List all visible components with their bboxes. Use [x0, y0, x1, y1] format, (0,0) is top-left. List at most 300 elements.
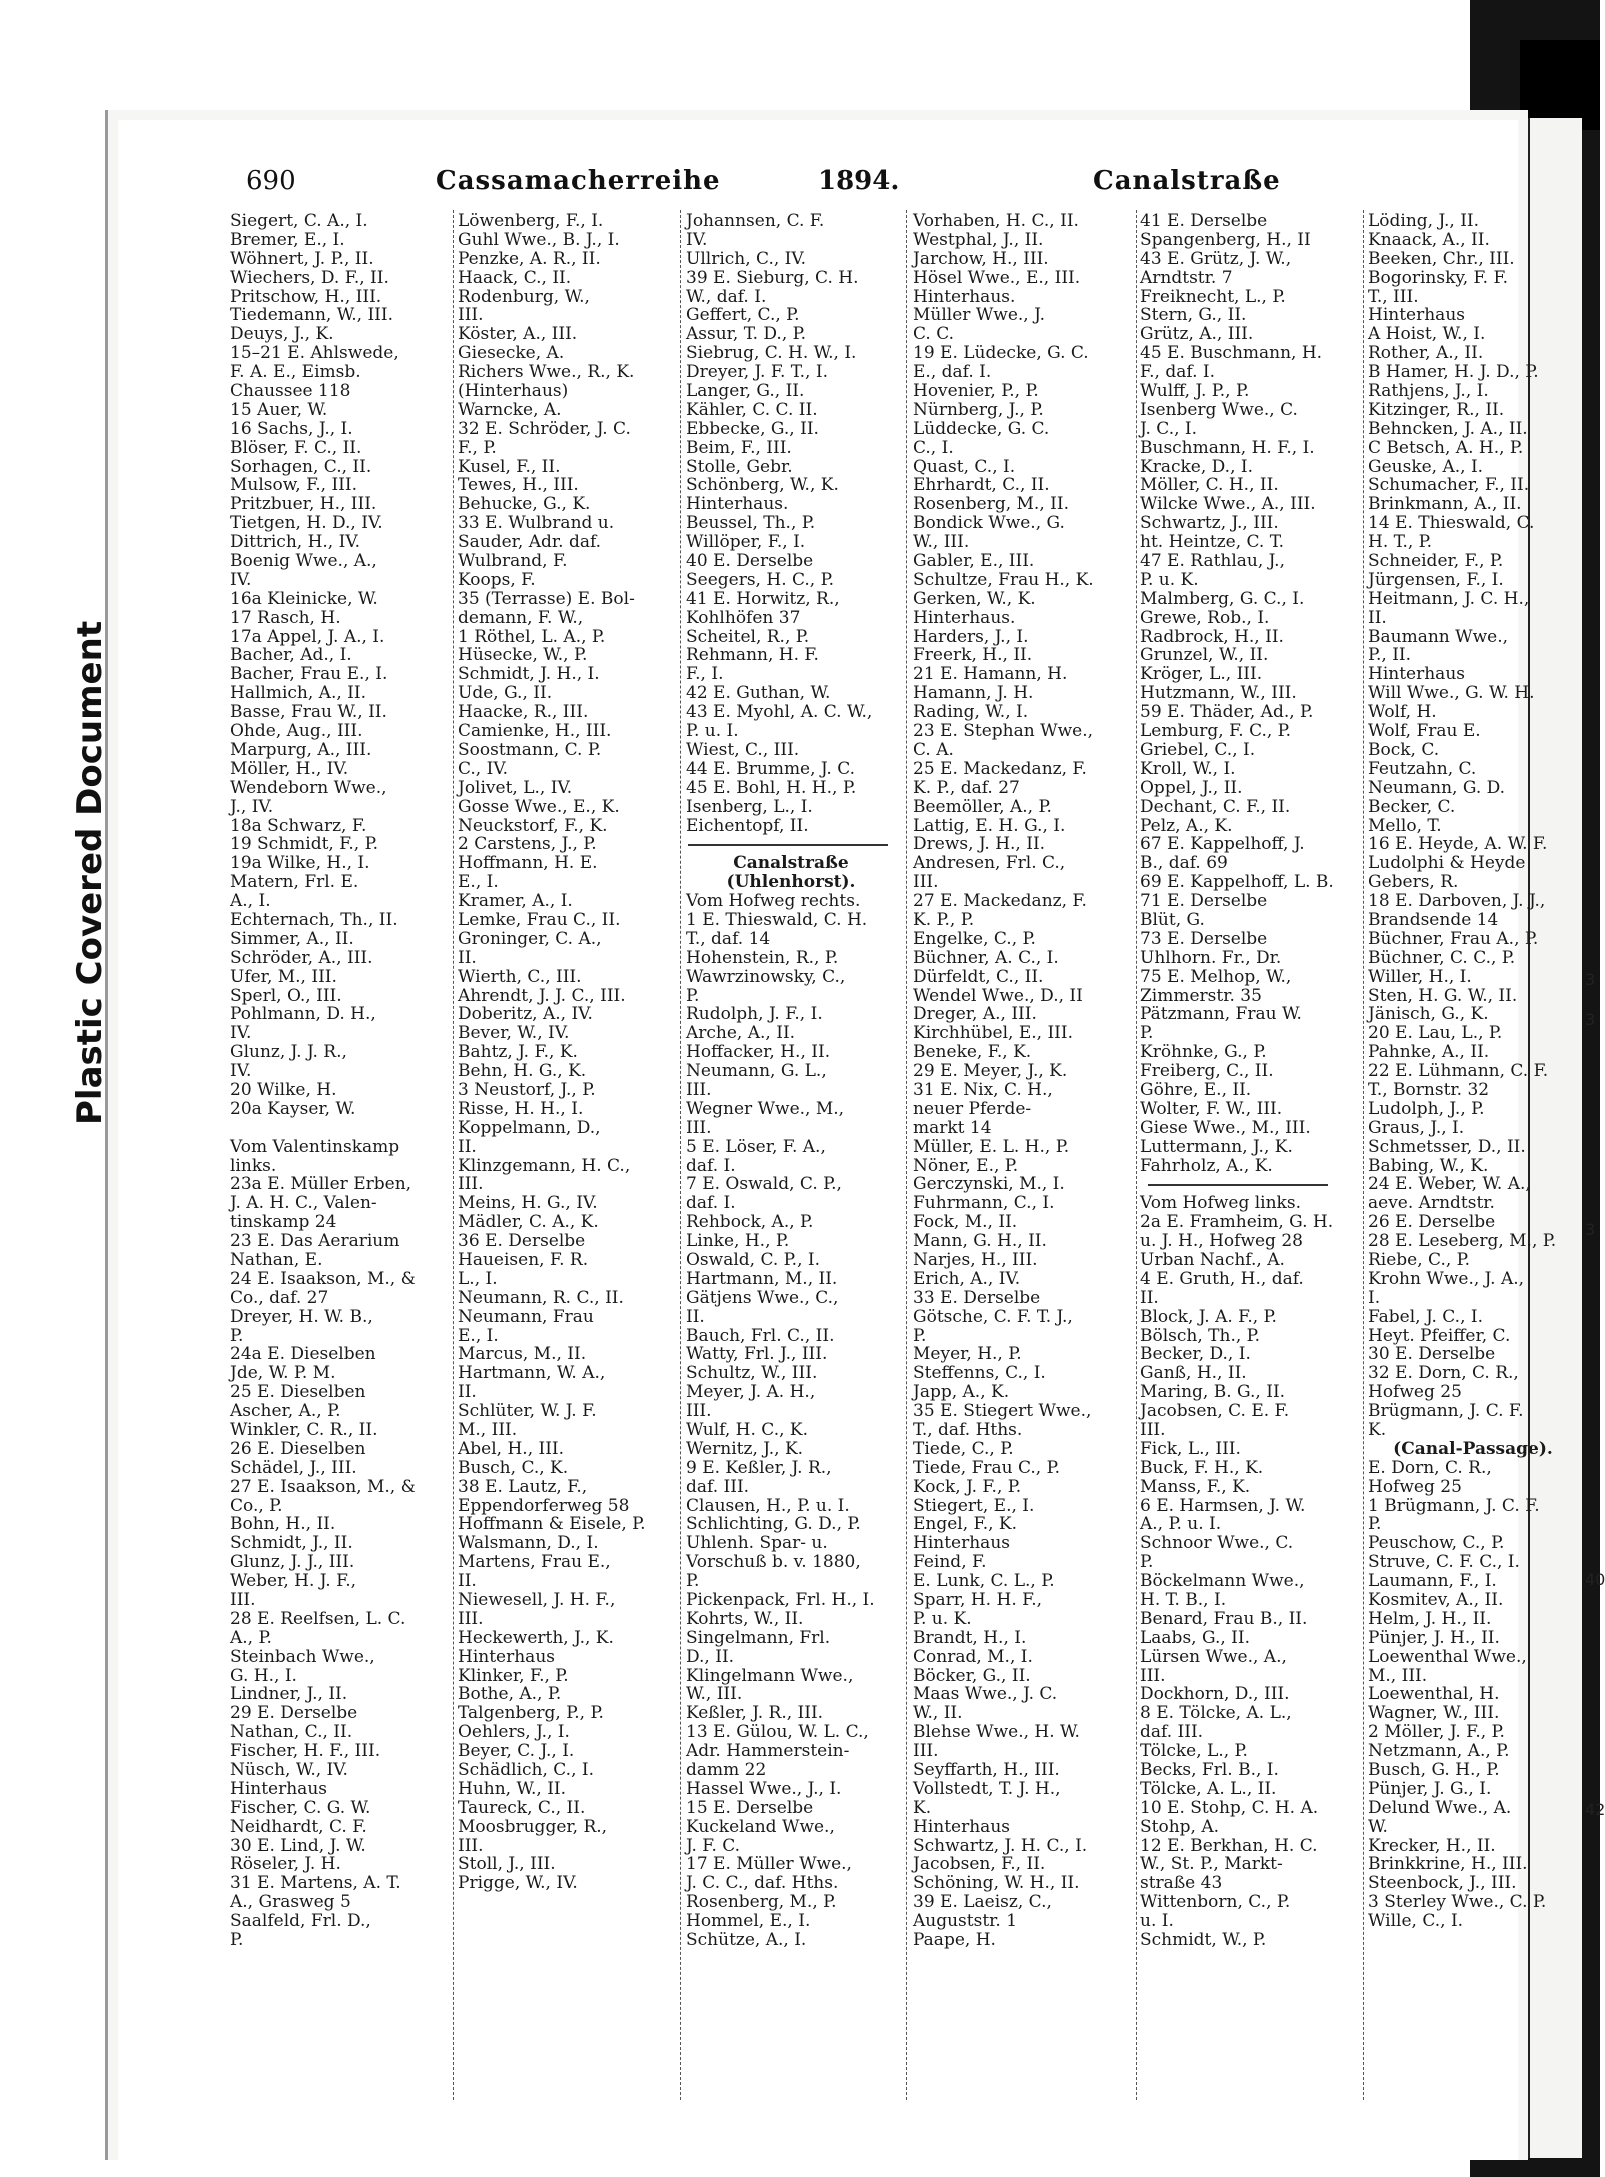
directory-entry-line: P., II.	[1368, 645, 1412, 666]
directory-entry-line: Fock, M., II.	[913, 1212, 1018, 1233]
directory-entry-line: P.	[913, 1325, 927, 1346]
directory-entry-line: Jde, W. P. M.	[230, 1363, 336, 1384]
directory-entry-line: Kröhnke, G., P.	[1140, 1042, 1267, 1063]
directory-entry-line: 31 E. Martens, A. T.	[230, 1873, 401, 1894]
directory-entry-line: 35 (Terrasse) E. Bol-	[458, 588, 635, 609]
year-title: 1894.	[818, 166, 900, 196]
directory-entry-line: E. Lunk, C. L., P.	[913, 1571, 1055, 1592]
directory-entry-line: Ude, G., II.	[458, 683, 553, 704]
directory-entry-line: 23 E. Das Aerarium	[230, 1231, 400, 1252]
directory-entry-line: Basse, Frau W., II.	[230, 702, 387, 723]
directory-entry-line: F., I.	[686, 664, 724, 685]
directory-entry-line: Wulbrand, F.	[458, 551, 568, 572]
directory-entry-line: A., P.	[230, 1627, 272, 1648]
directory-entry-line: Brinkkrine, H., III.	[1368, 1854, 1528, 1875]
directory-entry-line: Vollstedt, T. J. H.,	[913, 1778, 1061, 1799]
directory-entry-line: Kohlhöfen 37	[686, 607, 801, 628]
directory-entry-line: W., III.	[686, 1684, 743, 1705]
directory-entry-line: Canalstraße	[733, 853, 849, 874]
directory-entry-line: Brinkmann, A., II.	[1368, 494, 1522, 515]
directory-entry-line: P.	[230, 1325, 244, 1346]
directory-entry-line: J., IV.	[230, 796, 274, 817]
directory-entry-line: Hartmann, M., II.	[686, 1268, 838, 1289]
directory-entry-line: Willer, H., I.	[1368, 966, 1472, 987]
directory-entry-line: 5 E. Löser, F. A.,	[686, 1136, 826, 1157]
directory-entry-line: Hinterhaus.	[686, 494, 789, 515]
directory-entry-line: Meyer, J. A. H.,	[686, 1382, 816, 1403]
directory-entry-line: Simmer, A., II.	[230, 928, 354, 949]
directory-entry-line: Neumann, G. D.	[1368, 777, 1506, 798]
column-divider	[906, 210, 907, 2100]
directory-entry-line: Stiegert, E., I.	[913, 1495, 1035, 1516]
directory-entry-line: Bacher, Frau E., I.	[230, 664, 388, 685]
directory-entry-line: Kramer, A., I.	[458, 891, 573, 912]
directory-entry-line: 23 E. Stephan Wwe.,	[913, 721, 1094, 742]
directory-entry-line	[230, 1119, 440, 1138]
directory-entry-line: Bever, W., IV.	[458, 1023, 570, 1044]
directory-entry-line: Delund Wwe., A.	[1368, 1797, 1512, 1818]
directory-entry-line: 36 E. Derselbe	[458, 1231, 586, 1252]
directory-entry-line: Ascher, A., P.	[230, 1401, 341, 1422]
directory-entry-line: F. A. E., Eimsb.	[230, 362, 361, 383]
directory-entry-line: Vorschuß b. v. 1880,	[686, 1552, 861, 1573]
directory-entry-line: III.	[458, 1174, 484, 1195]
column-divider	[1136, 210, 1137, 2100]
directory-entry-line: IV.	[686, 229, 708, 250]
directory-entry-line: Schütze, A., I.	[686, 1930, 807, 1951]
directory-entry-line: Echternach, Th., II.	[230, 909, 398, 930]
directory-entry-line: Harders, J., I.	[913, 626, 1029, 647]
directory-entry-line: Hinterhaus	[913, 1533, 1010, 1554]
directory-entry-line: Büchner, C. C., P.	[1368, 947, 1516, 968]
directory-entry-line: damm 22	[686, 1760, 767, 1781]
directory-entry-line: 24a E. Dieselben	[230, 1344, 376, 1365]
directory-entry-line: Hofweg 25	[1368, 1476, 1462, 1497]
directory-entry-line: Hoffmann, H. E.	[458, 853, 598, 874]
directory-entry-line: Blöser, F. C., II.	[230, 437, 362, 458]
directory-entry-line: 14 E. Thieswald, C.	[1368, 513, 1535, 534]
directory-entry-line: I.	[1368, 1287, 1381, 1308]
directory-entry-line: Koops, F.	[458, 569, 536, 590]
page-number: 690	[246, 166, 296, 196]
directory-entry-line: Rathjens, J., I.	[1368, 381, 1489, 402]
directory-entry-line: II.	[1140, 1287, 1159, 1308]
directory-entry-line: Pritschow, H., III.	[230, 286, 382, 307]
directory-entry-line: Spangenberg, H., II	[1140, 229, 1311, 250]
directory-column-1	[230, 212, 440, 1950]
directory-entry-line: G. H., I.	[230, 1665, 297, 1686]
directory-entry-line: Soostmann, C. P.	[458, 739, 602, 760]
directory-entry-line: Koppelmann, D.,	[458, 1117, 601, 1138]
directory-entry-line: Wulf, H. C., K.	[686, 1420, 809, 1440]
directory-entry-line: Rading, W., I.	[913, 702, 1029, 723]
directory-entry-line: u. J. H., Hofweg 28	[1140, 1231, 1303, 1252]
directory-entry-line: 24 E. Weber, W. A.,	[1368, 1174, 1531, 1195]
directory-entry-line: Maas Wwe., J. C.	[913, 1684, 1058, 1705]
directory-entry-line: 23a E. Müller Erben,	[230, 1174, 412, 1195]
directory-entry-line: F., P.	[458, 437, 497, 458]
directory-entry-line: 29 E. Derselbe	[230, 1703, 358, 1724]
directory-entry-line: 25 E. Mackedanz, F.	[913, 758, 1087, 779]
directory-entry-line: Andresen, Frl. C.,	[913, 853, 1066, 874]
directory-entry-line: Heitmann, J. C. H.,	[1368, 588, 1530, 609]
directory-entry-line: K. P., P.	[913, 909, 975, 930]
directory-entry-line: Schädel, J., III.	[230, 1457, 357, 1478]
directory-entry-line: Wilcke Wwe., A., III.	[1140, 494, 1316, 515]
directory-entry-line: Quast, C., I.	[913, 456, 1016, 477]
directory-entry-line: Wawrzinowsky, C.,	[686, 966, 846, 987]
directory-entry-line: 20 E. Lau, L., P.	[1368, 1023, 1503, 1044]
directory-entry-line: 29 E. Meyer, J., K.	[913, 1061, 1068, 1082]
directory-entry-line: P.	[230, 1930, 244, 1951]
directory-entry-line: Matern, Frl. E.	[230, 872, 359, 893]
directory-entry-line: Narjes, H., III.	[913, 1249, 1038, 1270]
directory-entry-line: Beyer, C. J., I.	[458, 1741, 575, 1762]
directory-entry-line: straße 43	[1140, 1873, 1223, 1894]
directory-entry-line: 73 E. Derselbe	[1140, 928, 1268, 949]
directory-entry-line: Schwartz, J. H. C., I.	[913, 1835, 1088, 1856]
directory-entry-line: Prigge, W., IV.	[458, 1873, 578, 1894]
directory-entry-line: Zimmerstr. 35	[1140, 985, 1262, 1006]
directory-entry-line: 30 E. Derselbe	[1368, 1344, 1496, 1365]
directory-entry-line: W., daf. I.	[686, 286, 767, 307]
directory-entry-line: (Uhlenhorst).	[726, 872, 856, 893]
directory-entry-line: Rodenburg, W.,	[458, 286, 590, 307]
directory-entry-line: 2a E. Framheim, G. H.	[1140, 1212, 1334, 1233]
directory-entry-line: Gätjens Wwe., C.,	[686, 1287, 839, 1308]
directory-entry-line: 16 E. Heyde, A. W. F.	[1368, 834, 1548, 855]
directory-entry-line: Giese Wwe., M., III.	[1140, 1117, 1311, 1138]
directory-entry-line: Will Wwe., G. W. H.	[1368, 683, 1535, 704]
directory-entry-line: Tölcke, A. L., II.	[1140, 1778, 1277, 1799]
directory-entry-line: Scheitel, R., P.	[686, 626, 810, 647]
directory-entry-line: Hovenier, P., P.	[913, 381, 1039, 402]
directory-entry-line: 9 E. Keßler, J. R.,	[686, 1457, 832, 1478]
directory-entry-line: 19a Wilke, H., I.	[230, 853, 370, 874]
directory-entry-line: Schultze, Frau H., K.	[913, 569, 1094, 590]
directory-entry-line: III.	[686, 1401, 712, 1422]
directory-entry-line: Peuschow, C., P.	[1368, 1533, 1505, 1554]
directory-entry-line: Wolf, H.	[1368, 702, 1437, 723]
directory-entry-line: Bremer, E., I.	[230, 229, 345, 250]
directory-entry-line: Behncken, J. A., II.	[1368, 418, 1528, 439]
directory-entry-line: Lemburg, F. C., P.	[1140, 721, 1292, 742]
directory-entry-line: demann, F. W.,	[458, 607, 584, 628]
directory-entry-line: Bothe, A., P.	[458, 1684, 562, 1705]
directory-entry-line: Wille, C., I.	[1368, 1911, 1464, 1932]
directory-entry-line: 17 Rasch, H.	[230, 607, 341, 628]
directory-entry-line: Oswald, C. P., I.	[686, 1249, 821, 1270]
directory-entry-line: 6 E. Harmsen, J. W.	[1140, 1495, 1306, 1516]
directory-entry-line: D., II.	[686, 1646, 735, 1667]
directory-entry-line: Heyt. Pfeiffer, C.	[1368, 1325, 1511, 1346]
directory-entry-line: 39 E. Laeisz, C.,	[913, 1892, 1052, 1913]
directory-entry-line: Göhre, E., II.	[1140, 1079, 1252, 1100]
directory-column-2	[458, 212, 668, 1893]
directory-entry-line: 27 E. Mackedanz, F.	[913, 891, 1087, 912]
left-running-title: Cassamacherreihe	[436, 166, 721, 196]
directory-entry-line: Nürnberg, J., P.	[913, 399, 1044, 420]
directory-entry-line: tinskamp 24	[230, 1212, 337, 1233]
directory-entry-line: Köster, A., III.	[458, 324, 578, 345]
directory-entry-line: Deuys, J., K.	[230, 324, 334, 345]
directory-entry-line: Watty, Frl. J., III.	[686, 1344, 828, 1365]
directory-entry-line: Rosenberg, M., II.	[913, 494, 1069, 515]
directory-entry-line: M., III.	[1368, 1665, 1428, 1686]
directory-entry-line: Hinterhaus.	[913, 607, 1016, 628]
adjacent-page-number: 42	[1585, 1800, 1605, 1819]
directory-entry-line: Hallmich, A., II.	[230, 683, 366, 704]
directory-entry-line: Rother, A., II.	[1368, 343, 1484, 364]
directory-entry-line: Schädlich, C., I.	[458, 1760, 595, 1781]
directory-entry-line: Götsche, C. F. T. J.,	[913, 1306, 1073, 1327]
directory-entry-line: E., daf. I.	[913, 362, 992, 383]
directory-entry-line: II.	[458, 1382, 477, 1403]
directory-entry-line: Böckelmann Wwe.,	[1140, 1571, 1305, 1592]
page-header	[118, 166, 1518, 206]
right-running-title: Canalstraße	[1093, 166, 1281, 196]
directory-entry-line: Schumacher, F., II.	[1368, 475, 1530, 496]
directory-entry-line: J. C. C., daf. Hths.	[686, 1873, 839, 1894]
directory-entry-line: Manss, F., K.	[1140, 1476, 1251, 1497]
directory-entry-line: Warncke, A.	[458, 399, 562, 420]
directory-entry-line: E., I.	[458, 1325, 499, 1346]
directory-entry-line: Busch, C., K.	[458, 1457, 569, 1478]
directory-entry-line: W.	[1368, 1816, 1388, 1837]
directory-entry-line: Arndtstr. 7	[1140, 267, 1233, 288]
directory-entry-line: 18 E. Darboven, J. J.,	[1368, 891, 1546, 912]
directory-entry-line: Meyer, H., P.	[913, 1344, 1022, 1365]
directory-entry-line: III.	[1140, 1420, 1166, 1440]
directory-entry-line: Ganß, H., II.	[1140, 1363, 1247, 1384]
directory-entry-line: Pünjer, J. H., II.	[1368, 1627, 1500, 1648]
directory-entry-line: Hommel, E., I.	[686, 1911, 811, 1932]
directory-entry-line: Linke, H., P.	[686, 1231, 790, 1252]
directory-entry-line: daf. III.	[686, 1476, 750, 1497]
directory-entry-line: 28 E. Leseberg, M., P.	[1368, 1231, 1557, 1252]
directory-entry-line: Babing, W., K.	[1368, 1155, 1489, 1176]
directory-entry-line: Schröder, A., III.	[230, 947, 373, 968]
directory-entry-line: Klinker, F., P.	[458, 1665, 569, 1686]
directory-entry-line: Wendeborn Wwe.,	[230, 777, 387, 798]
directory-entry-line: II.	[458, 1136, 477, 1157]
directory-entry-line: 26 E. Dieselben	[230, 1438, 366, 1459]
directory-entry-line: Gosse Wwe., E., K.	[458, 796, 620, 817]
directory-entry-line: Haack, C., II.	[458, 267, 572, 288]
directory-entry-line: 12 E. Berkhan, H. C.	[1140, 1835, 1318, 1856]
directory-column-4	[913, 212, 1123, 1950]
directory-entry-line: Pritzbuer, H., III.	[230, 494, 377, 515]
directory-entry-line: Eichentopf, II.	[686, 815, 809, 836]
directory-entry-line: II.	[458, 947, 477, 968]
directory-entry-line: Vom Valentinskamp	[230, 1136, 400, 1157]
directory-entry-line: Schmidt, W., P.	[1140, 1930, 1267, 1951]
directory-entry-line: III.	[458, 1608, 484, 1629]
directory-entry-line: Seegers, H. C., P.	[686, 569, 835, 590]
directory-entry-line: Hofweg 25	[1368, 1382, 1462, 1403]
directory-entry-line: Schönberg, W., K.	[686, 475, 839, 496]
directory-entry-line: Bauch, Frl. C., II.	[686, 1325, 835, 1346]
directory-entry-line: Laumann, F., I.	[1368, 1571, 1497, 1592]
directory-entry-line: 4 E. Gruth, H., daf.	[1140, 1268, 1304, 1289]
directory-entry-line: Paape, H.	[913, 1930, 996, 1951]
directory-entry-line: Westphal, J., II.	[913, 229, 1044, 250]
adjacent-page-number: 3	[1585, 1010, 1596, 1029]
directory-entry-line: Gebers, R.	[1368, 872, 1459, 893]
directory-entry-line: (Canal-Passage).	[1393, 1438, 1553, 1459]
directory-entry-line: Radbrock, H., II.	[1140, 626, 1284, 647]
directory-entry-line: Wendel Wwe., D., II	[913, 985, 1083, 1006]
directory-entry-line: Freiberg, C., II.	[1140, 1061, 1274, 1082]
directory-entry-line: Loewenthal Wwe.,	[1368, 1646, 1527, 1667]
directory-entry-line: Behucke, G., K.	[458, 494, 591, 515]
directory-entry-line: W., St. P., Markt-	[1140, 1854, 1283, 1875]
column-divider	[453, 210, 454, 2100]
directory-entry-line: Schlüter, W. J. F.	[458, 1401, 597, 1422]
directory-entry-line: J. C., I.	[1140, 418, 1198, 439]
directory-entry-line: Langer, G., II.	[686, 381, 805, 402]
directory-entry-line: Wulff, J. P., P.	[1140, 381, 1250, 402]
section-rule	[688, 844, 888, 846]
directory-entry-line: Pelz, A., K.	[1140, 815, 1233, 836]
directory-entry-line: Steffenns, C., I.	[913, 1363, 1046, 1384]
directory-entry-line: Abel, H., III.	[458, 1438, 565, 1459]
directory-entry-line: J. F. C.	[686, 1835, 741, 1856]
directory-entry-line: II.	[1368, 607, 1387, 628]
directory-entry-line: Neumann, Frau	[458, 1306, 594, 1327]
directory-entry-line: P.	[1140, 1552, 1154, 1573]
directory-entry-line: Kock, J. F., P.	[913, 1476, 1022, 1497]
directory-entry-line: 15 E. Derselbe	[686, 1797, 814, 1818]
directory-entry-line: Haacke, R., III.	[458, 702, 589, 723]
directory-entry-line: Büchner, A. C., I.	[913, 947, 1059, 968]
directory-entry-line: Wegner Wwe., M.,	[686, 1098, 845, 1119]
directory-entry-line: P.	[1368, 1514, 1382, 1535]
directory-entry-line: P.	[1140, 1023, 1154, 1044]
directory-entry-line: Fuhrmann, C., I.	[913, 1193, 1055, 1214]
directory-entry-line: (Hinterhaus)	[458, 381, 569, 402]
directory-entry-line: Kroll, W., I.	[1140, 758, 1236, 779]
directory-entry-line: Neumann, R. C., II.	[458, 1287, 624, 1308]
directory-entry-line: Sorhagen, C., II.	[230, 456, 372, 477]
directory-entry-line: Siebrug, C. H. W., I.	[686, 343, 857, 364]
directory-entry-line: Glunz, J. J., III.	[230, 1552, 355, 1573]
column-divider	[680, 210, 681, 2100]
directory-entry-line: 41 E. Derselbe	[1140, 211, 1268, 231]
directory-entry-line: Hinterhaus	[230, 1778, 327, 1799]
directory-entry-line: Krohn Wwe., J. A.,	[1368, 1268, 1525, 1289]
directory-entry-line: Brügmann, J. C. F.	[1368, 1401, 1524, 1422]
directory-entry-line: 71 E. Derselbe	[1140, 891, 1268, 912]
directory-entry-line: 24 E. Isaakson, M., &	[230, 1268, 416, 1289]
directory-entry-line: u. I.	[1140, 1911, 1174, 1932]
directory-entry-line: Bock, C.	[1368, 739, 1440, 760]
directory-entry-line: Penzke, A. R., II.	[458, 248, 601, 269]
directory-entry-line: Tiede, C., P.	[913, 1438, 1014, 1459]
directory-entry-line: Grunzel, W., II.	[1140, 645, 1269, 666]
directory-entry-line: Lüddecke, G. C.	[913, 418, 1050, 439]
directory-entry-line: 42 E. Guthan, W.	[686, 683, 831, 704]
directory-entry-line: 43 E. Grütz, J. W.,	[1140, 248, 1292, 269]
directory-entry-line: Hoffacker, H., II.	[686, 1042, 831, 1063]
directory-entry-line: 19 Schmidt, F., P.	[230, 834, 378, 855]
directory-entry-line: Nathan, C., II.	[230, 1722, 353, 1743]
directory-entry-line: Netzmann, A., P.	[1368, 1741, 1510, 1762]
directory-entry-line: Nöner, E., P.	[913, 1155, 1019, 1176]
directory-entry-line: Helm, J. H., II.	[1368, 1608, 1492, 1629]
directory-entry-line: K.	[1368, 1420, 1387, 1440]
directory-entry-line: Ullrich, C., IV.	[686, 248, 807, 269]
directory-entry-line: Erich, A., IV.	[913, 1268, 1021, 1289]
directory-entry-line: Wierth, C., III.	[458, 966, 582, 987]
directory-entry-line: Neumann, G. L.,	[686, 1061, 827, 1082]
directory-entry-line: Brandsende 14	[1368, 909, 1499, 930]
directory-entry-line: 38 E. Lautz, F.,	[458, 1476, 588, 1497]
directory-entry-line: Hartmann, W. A.,	[458, 1363, 606, 1384]
directory-entry-line: IV.	[230, 1023, 252, 1044]
directory-entry-line: 26 E. Derselbe	[1368, 1212, 1496, 1233]
directory-entry-line: Kracke, D., I.	[1140, 456, 1254, 477]
directory-entry-line: Co., daf. 27	[230, 1287, 329, 1308]
directory-entry-line: Pahnke, A., II.	[1368, 1042, 1490, 1063]
directory-entry-line: IV.	[230, 569, 252, 590]
directory-entry-line: 67 E. Kappelhoff, J.	[1140, 834, 1305, 855]
directory-entry-line: II.	[458, 1571, 477, 1592]
section-rule	[1148, 1184, 1328, 1186]
directory-entry-line: Mulsow, F., III.	[230, 475, 358, 496]
directory-entry-line: Sparr, H. H. F.,	[913, 1590, 1043, 1611]
directory-entry-line: E. Dorn, C. R.,	[1368, 1457, 1492, 1478]
directory-entry-line: Freiknecht, L., P.	[1140, 286, 1286, 307]
directory-entry-line: K. P., daf. 27	[913, 777, 1020, 798]
directory-entry-line: Ehrhardt, C., II.	[913, 475, 1050, 496]
directory-entry-line: C., IV.	[458, 758, 509, 779]
directory-entry-line: Taureck, C., II.	[458, 1797, 586, 1818]
directory-entry-line: Dreger, A., III.	[913, 1004, 1037, 1025]
directory-entry-line: Lürsen Wwe., A.,	[1140, 1646, 1287, 1667]
directory-entry-line: Groninger, C. A.,	[458, 928, 602, 949]
directory-entry-line: Tiede, Frau C., P.	[913, 1457, 1061, 1478]
directory-entry-line: Hinterhaus	[913, 1816, 1010, 1837]
directory-entry-line: Nathan, E.	[230, 1249, 323, 1270]
directory-entry-line: Beeken, Chr., III.	[1368, 248, 1515, 269]
directory-entry-line: Nüsch, W., IV.	[230, 1760, 348, 1781]
directory-entry-line: L., I.	[458, 1268, 498, 1289]
directory-entry-line: Keßler, J. R., III.	[686, 1703, 824, 1724]
directory-entry-line: III.	[458, 1835, 484, 1856]
directory-entry-line: Rudolph, J. F., I.	[686, 1004, 823, 1025]
directory-entry-line: Müller, E. L. H., P.	[913, 1136, 1070, 1157]
directory-entry-line: 10 E. Stohp, C. H. A.	[1140, 1797, 1319, 1818]
directory-entry-line: Jacobsen, F., II.	[913, 1854, 1046, 1875]
directory-entry-line: Kröger, L., III.	[1140, 664, 1263, 685]
directory-entry-line: Struve, C. F. C., I.	[1368, 1552, 1520, 1573]
directory-entry-line: Fischer, H. F., III.	[230, 1741, 381, 1762]
directory-entry-line: aeve. Arndtstr.	[1368, 1193, 1495, 1214]
directory-entry-line: Grütz, A., III.	[1140, 324, 1254, 345]
directory-entry-line: Kirchhübel, E., III.	[913, 1023, 1073, 1044]
directory-entry-line: 19 E. Lüdecke, G. C.	[913, 343, 1089, 364]
directory-entry-line: 39 E. Sieburg, C. H.	[686, 267, 859, 288]
directory-entry-line: Blüt, G.	[1140, 909, 1205, 930]
directory-entry-line: Tewes, H., III.	[458, 475, 579, 496]
directory-entry-line: Hinterhaus.	[913, 286, 1016, 307]
directory-entry-line: Neuckstorf, F., K.	[458, 815, 608, 836]
directory-entry-line: daf. I.	[686, 1193, 736, 1214]
directory-entry-line: Wöhnert, J. P., II.	[230, 248, 374, 269]
directory-entry-line: 20 Wilke, H.	[230, 1079, 337, 1100]
directory-entry-line: Meins, H. G., IV.	[458, 1193, 598, 1214]
